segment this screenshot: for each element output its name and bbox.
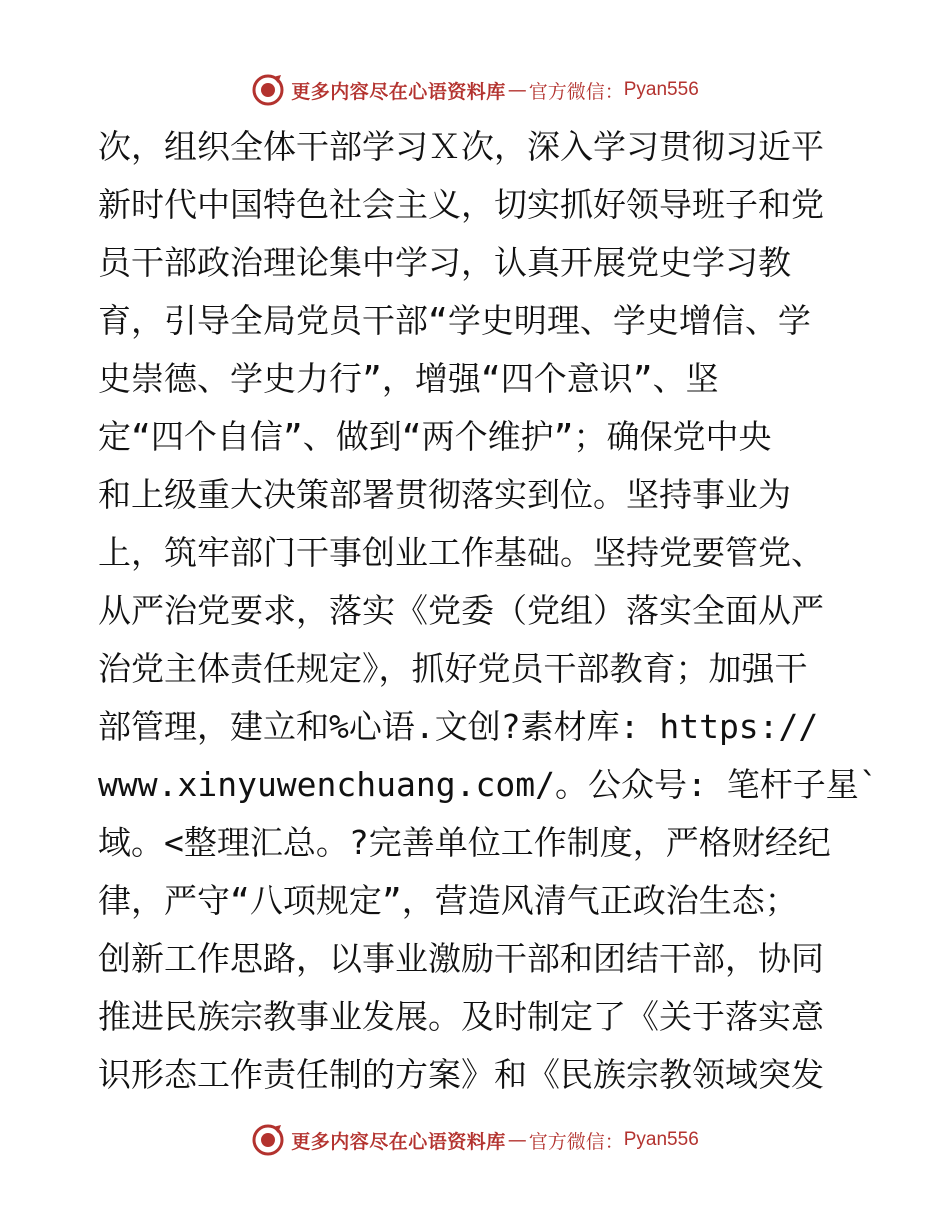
text-line: 史崇德、学史力行”，增强“四个意识”、坚 bbox=[98, 359, 719, 398]
body-text bbox=[98, 118, 879, 1104]
text-line: 识形态工作责任制的方案》和《民族宗教领域突发 bbox=[98, 1055, 824, 1094]
text-line: 次，组织全体干部学习Ｘ次，深入学习贯彻习近平 bbox=[98, 127, 824, 166]
text-line: 推进民族宗教事业发展。及时制定了《关于落实意 bbox=[98, 997, 824, 1036]
text-line: 创新工作思路，以事业激励干部和团结干部，协同 bbox=[98, 939, 824, 978]
banner-wechat-id: Pyan556 bbox=[623, 79, 699, 100]
text-line: 新时代中国特色社会主义，切实抓好领导班子和党 bbox=[98, 185, 824, 224]
text-line: 员干部政治理论集中学习，认真开展党史学习教 bbox=[98, 243, 791, 282]
header-banner bbox=[0, 70, 950, 110]
brand-logo-icon bbox=[251, 1123, 285, 1157]
text-line: www.xinyuwenchuang.com/。公众号: 笔杆子星` bbox=[98, 765, 879, 804]
text-line: 部管理，建立和%心语.文创?素材库: https:// bbox=[98, 707, 819, 746]
text-line: 律，严守“八项规定”，营造风清气正政治生态； bbox=[98, 881, 798, 920]
text-line: 和上级重大决策部署贯彻落实到位。坚持事业为 bbox=[98, 475, 791, 514]
banner-dash: — bbox=[507, 1129, 527, 1151]
text-line: 从严治党要求，落实《党委（党组）落实全面从严 bbox=[98, 591, 824, 630]
banner-dash: — bbox=[507, 79, 527, 101]
text-line: 治党主体责任规定》，抓好党员干部教育；加强干 bbox=[98, 649, 808, 688]
brand-logo-icon bbox=[251, 73, 285, 107]
footer-banner bbox=[0, 1120, 950, 1160]
banner-sub-text: 官方微信： bbox=[528, 80, 624, 103]
text-line: 育，引导全局党员干部“学史明理、学史增信、学 bbox=[98, 301, 811, 340]
banner-main-text: 更多内容尽在心语资料库 bbox=[291, 80, 506, 103]
text-line: 域。<整理汇总。?完善单位工作制度，严格财经纪 bbox=[98, 823, 831, 862]
banner-sub-text: 官方微信： bbox=[528, 1130, 624, 1153]
banner-wechat-id: Pyan556 bbox=[623, 1129, 699, 1150]
text-line: 定“四个自信”、做到“两个维护”；确保党中央 bbox=[98, 417, 772, 456]
text-line: 上，筑牢部门干事创业工作基础。坚持党要管党、 bbox=[98, 533, 824, 572]
banner-main-text: 更多内容尽在心语资料库 bbox=[291, 1130, 506, 1153]
